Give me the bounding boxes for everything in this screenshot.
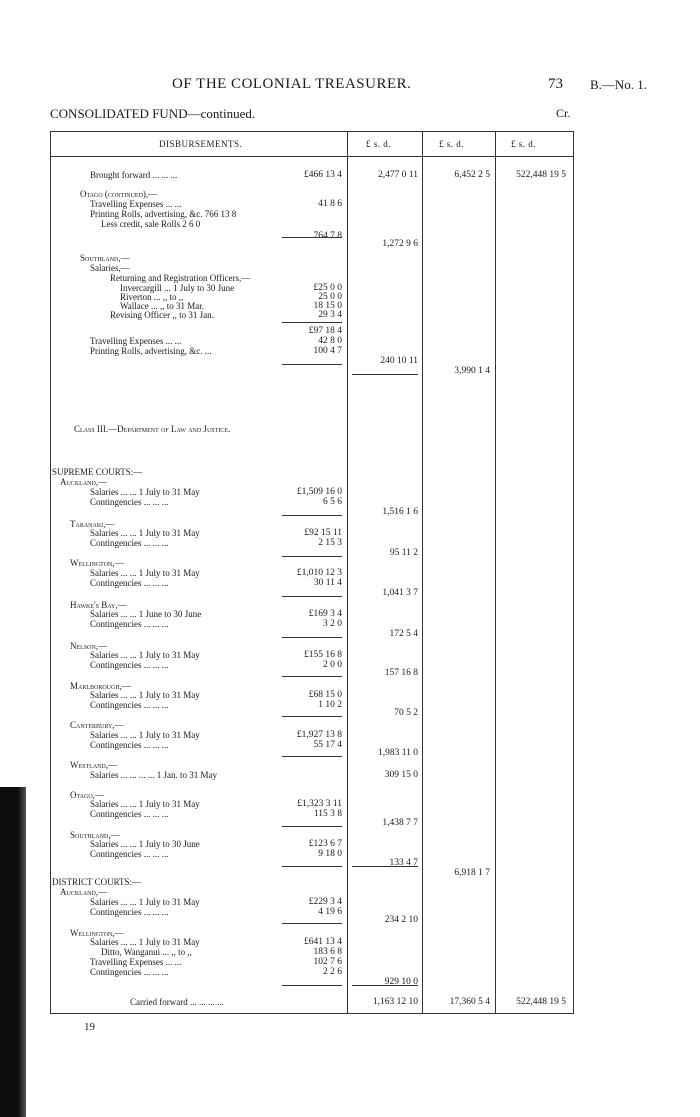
row-label: Salaries ... ... ... ... 1 Jan. to 31 May (90, 770, 217, 780)
amount-a: 100 4 7 (313, 346, 342, 356)
amount-b: 309 15 0 (384, 770, 418, 780)
row-label: Brought forward ... ... ... (90, 170, 178, 180)
amount-a: 9 18 0 (318, 849, 342, 859)
subtotal-rule (282, 237, 342, 238)
sheet-number: 19 (84, 1021, 95, 1033)
binding-edge (0, 787, 26, 1117)
header-divider (51, 156, 573, 157)
row-label: Southland,— (80, 253, 130, 263)
row-label: Salaries,— (90, 263, 130, 273)
subtotal-rule (282, 985, 342, 986)
amount-a: 29 3 4 (318, 310, 342, 320)
page-number: 73 (548, 76, 563, 92)
row-label: Travelling Expenses ... ... (90, 199, 182, 209)
amount-a: 55 17 4 (313, 740, 342, 750)
amount-a: £68 15 0 (308, 690, 342, 700)
document-reference: B.—No. 1. (590, 77, 648, 92)
amount-a: 1 10 2 (318, 700, 342, 710)
subtotal-rule (282, 596, 342, 597)
amount-d: 522,448 19 5 (516, 997, 566, 1007)
row-label: Salaries ... ... 1 July to 30 June (90, 839, 200, 849)
amount-a: £97 18 4 (308, 326, 342, 336)
amount-a: 42 8 0 (318, 336, 342, 346)
amount-b: 2,477 0 11 (377, 170, 418, 180)
row-label: Returning and Registration Officers,— (110, 273, 251, 283)
row-label: Salaries ... ... 1 July to 31 May (90, 568, 200, 578)
amount-b: 70 5 2 (394, 708, 418, 718)
amount-a: 2 0 0 (323, 660, 342, 670)
subtotal-rule (282, 756, 342, 757)
amount-b: 234 2 10 (384, 915, 418, 925)
amount-a: 183 6 8 (313, 947, 342, 957)
row-label: Wellington,— (70, 928, 124, 938)
row-label: Printing Rolls, advertising, &c. ... (90, 346, 212, 356)
amount-a: 30 11 4 (313, 578, 342, 588)
column-divider (495, 132, 496, 1013)
amount-b: 1,163 12 10 (372, 997, 418, 1007)
row-label: Travelling Expenses ... ... (90, 957, 182, 967)
row-label: Contingencies ... ... ... (90, 967, 169, 977)
amount-a: £92 15 11 (304, 528, 342, 538)
amount-a: £1,323 3 11 (297, 799, 342, 809)
amount-c: 6,918 1 7 (454, 868, 490, 878)
subtotal-rule (282, 364, 342, 365)
row-label: Salaries ... ... 1 July to 31 May (90, 528, 200, 538)
row-label: Carried forward ... ... ... ... (130, 997, 224, 1007)
amount-a: 102 7 6 (313, 957, 342, 967)
amount-b: 240 10 11 (380, 356, 418, 366)
amount-a: 41 8 6 (318, 199, 342, 209)
row-label: Invercargill ... 1 July to 30 June (120, 283, 235, 293)
row-label: Otago,— (70, 790, 104, 800)
row-label: Contingencies ... ... ... (90, 809, 169, 819)
disbursements-header: DISBURSEMENTS. (159, 139, 243, 149)
subtotal-rule (282, 866, 342, 867)
amount-a: 764 7 8 (313, 231, 342, 241)
amount-a: 18 15 0 (313, 301, 342, 311)
column-header-pounds-1: £ s. d. (366, 139, 392, 149)
row-label: Nelson,— (70, 641, 108, 651)
amount-b: 1,516 1 6 (382, 507, 418, 517)
row-label: Contingencies ... ... ... (90, 619, 169, 629)
row-label: Auckland,— (60, 887, 108, 897)
amount-a: £466 13 4 (304, 170, 342, 180)
row-label: Salaries ... ... 1 July to 31 May (90, 937, 200, 947)
subtotal-rule (282, 826, 342, 827)
row-label: Salaries ... ... 1 July to 31 May (90, 650, 200, 660)
amount-b: 172 5 4 (389, 629, 418, 639)
row-label: Class III.—Department of Law and Justice. (74, 424, 231, 434)
row-label: Marlborough,— (70, 681, 131, 691)
column-divider (422, 132, 423, 1013)
amount-a: 115 3 8 (313, 809, 342, 819)
row-label: Ditto, Wanganui ... ,, to ,, (101, 947, 192, 957)
row-label: Contingencies ... ... ... (90, 849, 169, 859)
amount-a: £1,010 12 3 (296, 568, 342, 578)
subtotal-rule (282, 556, 342, 557)
amount-a: 6 5 6 (323, 497, 342, 507)
amount-a: 3 2 0 (323, 619, 342, 629)
row-label: Southland,— (70, 830, 120, 840)
row-label: Otago (continued),— (80, 189, 158, 199)
amount-a: £123 6 7 (308, 839, 342, 849)
row-label: SUPREME COURTS:— (52, 467, 143, 477)
row-label: Salaries ... ... 1 July to 31 May (90, 799, 200, 809)
amount-a: 2 2 6 (323, 967, 342, 977)
amount-c: 6,452 2 5 (454, 170, 490, 180)
amount-a: £229 3 4 (308, 897, 342, 907)
row-label: DISTRICT COURTS:— (52, 877, 142, 887)
row-label: Wallace ... ,, to 31 Mar. (120, 301, 205, 311)
row-label: Westland,— (70, 760, 118, 770)
amount-c: 3,990 1 4 (454, 366, 490, 376)
row-label: Contingencies ... ... ... (90, 578, 169, 588)
section-heading: CONSOLIDATED FUND—continued. (50, 106, 256, 121)
credit-marker: Cr. (556, 106, 571, 120)
row-label: Contingencies ... ... ... (90, 740, 169, 750)
amount-a: £641 13 4 (304, 937, 342, 947)
row-label: Wellington,— (70, 558, 124, 568)
row-label: Salaries ... ... 1 July to 31 May (90, 690, 200, 700)
amount-c: 17,360 5 4 (449, 997, 490, 1007)
amount-b: 157 16 8 (384, 668, 418, 678)
amount-a: £25 0 0 (313, 283, 342, 293)
column-divider (347, 132, 348, 1013)
row-label: Less credit, sale Rolls 2 6 0 (101, 219, 201, 229)
row-label: Salaries ... ... 1 July to 31 May (90, 730, 200, 740)
amount-b: 95 11 2 (389, 548, 418, 558)
subtotal-rule (282, 716, 342, 717)
amount-a: £155 16 8 (304, 650, 342, 660)
row-label: Contingencies ... ... ... (90, 538, 169, 548)
row-label: Salaries ... ... 1 June to 30 June (90, 609, 202, 619)
amount-b: 133 4 7 (389, 858, 418, 868)
subtotal-rule (352, 985, 418, 986)
amount-a: £169 3 4 (308, 609, 342, 619)
amount-b: 1,438 7 7 (382, 818, 418, 828)
row-label: Contingencies ... ... ... (90, 700, 169, 710)
row-label: Salaries ... ... 1 July to 31 May (90, 897, 200, 907)
subtotal-rule (282, 637, 342, 638)
subtotal-rule (282, 515, 342, 516)
amount-d: 522,448 19 5 (516, 170, 566, 180)
amount-a: 25 0 0 (318, 292, 342, 302)
amount-a: £1,927 13 8 (296, 730, 342, 740)
row-label: Printing Rolls, advertising, &c. 766 13 8 (90, 209, 237, 219)
row-label: Revising Officer ,, to 31 Jan. (110, 310, 214, 320)
row-label: Contingencies ... ... ... (90, 660, 169, 670)
subtotal-rule (352, 866, 418, 867)
subtotal-rule (282, 322, 342, 323)
amount-b: 929 10 0 (384, 977, 418, 987)
column-header-pounds-3: £ s. d. (511, 139, 537, 149)
row-label: Auckland,— (60, 477, 108, 487)
amount-b: 1,272 9 6 (382, 239, 418, 249)
row-label: Hawke's Bay,— (70, 600, 127, 610)
amount-b: 1,041 3 7 (382, 588, 418, 598)
subtotal-rule (352, 374, 418, 375)
row-label: Salaries ... ... 1 July to 31 May (90, 487, 200, 497)
subtotal-rule (282, 923, 342, 924)
amount-a: 2 15 3 (318, 538, 342, 548)
row-label: Riverton ... ,, to ,, (120, 292, 184, 302)
amount-b: 1,983 11 0 (377, 748, 418, 758)
row-label: Contingencies ... ... ... (90, 497, 169, 507)
subtotal-rule (282, 676, 342, 677)
page-title: OF THE COLONIAL TREASURER. (172, 76, 412, 92)
row-label: Taranaki,— (70, 519, 115, 529)
row-label: Travelling Expenses ... ... (90, 336, 182, 346)
row-label: Contingencies ... ... ... (90, 907, 169, 917)
amount-a: 4 19 6 (318, 907, 342, 917)
column-header-pounds-2: £ s. d. (439, 139, 465, 149)
amount-a: £1,509 16 0 (296, 487, 342, 497)
row-label: Canterbury,— (70, 720, 124, 730)
